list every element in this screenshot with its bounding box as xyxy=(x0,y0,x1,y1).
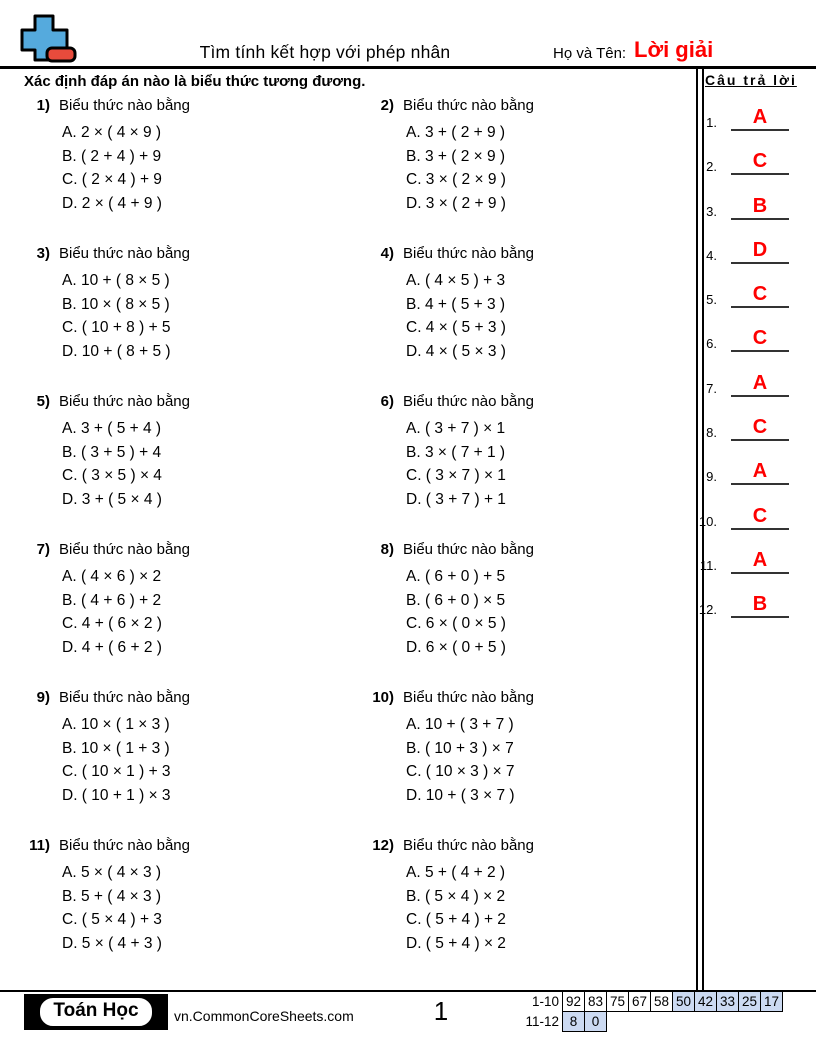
question-option: B. 4 + ( 5 + 3 ) xyxy=(406,295,506,313)
question-number: 5) xyxy=(36,393,50,410)
answer-letter: A xyxy=(752,371,768,394)
question-option: A. 3 + ( 2 + 9 ) xyxy=(406,124,506,141)
score-cell: 58 xyxy=(650,991,673,1012)
answers-header: Câu trả lời xyxy=(705,72,797,88)
question-number: 8) xyxy=(380,541,394,558)
question-option: A. ( 4 × 6 ) × 2 xyxy=(62,568,162,585)
question-prompt: Biểu thức nào bằng xyxy=(403,689,534,706)
answer-letter: A xyxy=(752,106,768,128)
question-option: C. 4 × ( 5 + 3 ) xyxy=(406,319,506,337)
question-8 xyxy=(368,541,684,689)
answer-item xyxy=(697,175,816,219)
answer-item xyxy=(697,397,816,441)
answer-number: 12. xyxy=(698,602,717,618)
question-number: 3) xyxy=(36,245,50,262)
question-option: A. 10 + ( 8 × 5 ) xyxy=(62,272,170,289)
page-title: Tìm tính kết hợp với phép nhân xyxy=(199,42,451,62)
score-cell: 25 xyxy=(738,991,761,1012)
question-option: B. ( 5 × 4 ) × 2 xyxy=(406,887,506,905)
question-option: D. 3 × ( 2 + 9 ) xyxy=(406,194,506,212)
question-number: 2) xyxy=(380,97,394,114)
answer-letter: B xyxy=(752,194,768,217)
answer-item xyxy=(697,441,816,485)
answer-item xyxy=(697,352,816,396)
instruction-text: Xác định đáp án nào là biểu thức tương đương. xyxy=(24,73,366,90)
question-prompt: Biểu thức nào bằng xyxy=(59,541,190,558)
question-prompt: Biểu thức nào bằng xyxy=(403,837,534,854)
question-prompt: Biểu thức nào bằng xyxy=(403,393,534,410)
question-option: A. 5 + ( 4 + 2 ) xyxy=(406,864,506,881)
score-row-2 xyxy=(517,1011,783,1032)
header-divider xyxy=(0,66,816,69)
question-option: B. ( 4 + 6 ) + 2 xyxy=(62,591,162,609)
question-prompt: Biểu thức nào bằng xyxy=(59,245,190,262)
question-option: D. 4 × ( 5 × 3 ) xyxy=(406,342,506,360)
question-option: C. ( 5 + 4 ) + 2 xyxy=(406,911,506,929)
answer-letter: A xyxy=(752,460,768,483)
answer-letter: B xyxy=(752,593,768,616)
question-option: B. 5 + ( 4 × 3 ) xyxy=(62,887,162,905)
answer-number: 1. xyxy=(706,115,717,130)
answer-blank xyxy=(731,196,789,220)
score-row-1 xyxy=(517,991,783,1012)
answer-number: 8. xyxy=(706,425,717,441)
answers-panel xyxy=(697,70,816,618)
question-7 xyxy=(24,541,368,689)
question-option: D. 10 + ( 8 + 5 ) xyxy=(62,342,171,360)
score-cell: 8 xyxy=(562,1011,585,1032)
answer-item xyxy=(697,220,816,264)
answer-item xyxy=(697,264,816,308)
question-option: D. 2 × ( 4 + 9 ) xyxy=(62,194,162,212)
question-number: 12) xyxy=(372,837,394,854)
answer-number: 3. xyxy=(706,203,717,219)
answer-number: 10. xyxy=(698,513,717,529)
answer-blank xyxy=(731,506,789,530)
question-option: D. ( 10 + 1 ) × 3 xyxy=(62,786,171,804)
question-9 xyxy=(24,689,368,837)
question-option: B. ( 6 + 0 ) × 5 xyxy=(406,591,506,609)
question-option: C. ( 3 × 5 ) × 4 xyxy=(62,467,162,485)
score-cell: 83 xyxy=(584,991,607,1012)
answer-blank xyxy=(731,240,789,264)
question-1 xyxy=(24,97,368,245)
question-number: 6) xyxy=(380,393,394,410)
question-prompt: Biểu thức nào bằng xyxy=(59,689,190,706)
question-option: A. 5 × ( 4 × 3 ) xyxy=(62,864,162,881)
question-option: C. ( 10 + 8 ) + 5 xyxy=(62,319,171,337)
question-option: D. 3 + ( 5 × 4 ) xyxy=(62,490,162,508)
question-option: C. ( 10 × 1 ) + 3 xyxy=(62,763,171,781)
name-value: Lời giải xyxy=(634,37,714,62)
answer-number: 7. xyxy=(706,380,717,396)
answer-item xyxy=(697,485,816,529)
question-option: C. 3 × ( 2 × 9 ) xyxy=(406,171,506,189)
question-number: 4) xyxy=(380,245,394,262)
question-option: B. ( 10 + 3 ) × 7 xyxy=(406,739,514,757)
question-prompt: Biểu thức nào bằng xyxy=(59,97,190,114)
question-option: C. ( 10 × 3 ) × 7 xyxy=(406,763,515,781)
answer-blank xyxy=(731,417,789,441)
question-11 xyxy=(24,837,368,985)
answer-number: 9. xyxy=(706,469,717,485)
answer-letter: C xyxy=(752,416,768,439)
question-number: 10) xyxy=(372,689,394,706)
question-4 xyxy=(368,245,684,393)
question-option: A. ( 6 + 0 ) + 5 xyxy=(406,568,506,585)
answer-blank xyxy=(731,328,789,352)
score-row-label: 11-12 xyxy=(525,1014,559,1029)
question-number: 9) xyxy=(36,689,50,706)
question-prompt: Biểu thức nào bằng xyxy=(403,245,534,262)
question-option: A. ( 4 × 5 ) + 3 xyxy=(406,272,506,289)
score-cell: 50 xyxy=(672,991,695,1012)
answer-item xyxy=(697,90,816,131)
question-option: B. 10 × ( 8 × 5 ) xyxy=(62,295,170,313)
question-option: A. 2 × ( 4 × 9 ) xyxy=(62,124,162,141)
answer-letter: C xyxy=(752,150,768,173)
answer-letter: A xyxy=(752,548,768,571)
answer-blank xyxy=(731,461,789,485)
question-prompt: Biểu thức nào bằng xyxy=(403,97,534,114)
question-3 xyxy=(24,245,368,393)
score-cell: 17 xyxy=(760,991,783,1012)
answer-blank xyxy=(731,594,789,618)
score-cell: 92 xyxy=(562,991,585,1012)
question-option: B. ( 3 + 5 ) + 4 xyxy=(62,443,162,461)
question-5 xyxy=(24,393,368,541)
question-prompt: Biểu thức nào bằng xyxy=(59,837,190,854)
question-option: B. 3 × ( 7 + 1 ) xyxy=(406,443,506,461)
question-option: A. ( 3 + 7 ) × 1 xyxy=(406,420,506,437)
question-option: C. 6 × ( 0 × 5 ) xyxy=(406,615,506,633)
name-label: Họ và Tên: xyxy=(553,45,627,62)
answer-number: 5. xyxy=(706,292,717,308)
page-number: 1 xyxy=(433,996,449,1026)
score-cell: 75 xyxy=(606,991,629,1012)
answer-item xyxy=(697,131,816,175)
score-table xyxy=(517,991,783,1032)
score-row-label: 1-10 xyxy=(531,994,559,1009)
answer-blank xyxy=(731,151,789,175)
answer-item xyxy=(697,530,816,574)
question-number: 11) xyxy=(29,837,50,854)
question-number: 1) xyxy=(36,97,50,114)
answer-letter: C xyxy=(752,327,768,350)
question-option: B. 10 × ( 1 + 3 ) xyxy=(62,739,170,757)
answer-item xyxy=(697,574,816,618)
question-2 xyxy=(368,97,684,245)
question-option: B. ( 2 + 4 ) + 9 xyxy=(62,147,162,165)
answer-blank xyxy=(731,284,789,308)
question-option: C. ( 5 × 4 ) + 3 xyxy=(62,911,162,929)
question-12 xyxy=(368,837,684,985)
question-option: C. ( 2 × 4 ) + 9 xyxy=(62,171,162,189)
score-cell: 42 xyxy=(694,991,717,1012)
question-option: D. ( 5 + 4 ) × 2 xyxy=(406,934,506,952)
question-option: A. 3 + ( 5 + 4 ) xyxy=(62,420,162,437)
answer-item xyxy=(697,308,816,352)
question-option: C. ( 3 × 7 ) × 1 xyxy=(406,467,506,485)
question-option: D. 6 × ( 0 + 5 ) xyxy=(406,638,506,656)
question-10 xyxy=(368,689,684,837)
question-option: B. 3 + ( 2 × 9 ) xyxy=(406,147,506,165)
website-text: vn.CommonCoreSheets.com xyxy=(174,1008,354,1024)
question-option: D. 5 × ( 4 + 3 ) xyxy=(62,934,162,952)
question-6 xyxy=(368,393,684,541)
question-number: 7) xyxy=(36,541,50,558)
answer-number: 2. xyxy=(706,159,717,175)
subject-badge xyxy=(24,994,168,1030)
question-option: D. 10 + ( 3 × 7 ) xyxy=(406,786,515,804)
question-option: D. 4 + ( 6 + 2 ) xyxy=(62,638,162,656)
answer-number: 11. xyxy=(699,557,717,573)
subject-badge-label: Toán Học xyxy=(38,996,153,1028)
score-cell: 33 xyxy=(716,991,739,1012)
questions-grid xyxy=(24,97,684,985)
question-prompt: Biểu thức nào bằng xyxy=(59,393,190,410)
answer-letter: D xyxy=(752,238,768,261)
score-cell: 67 xyxy=(628,991,651,1012)
question-option: A. 10 × ( 1 × 3 ) xyxy=(62,716,170,733)
answer-number: 6. xyxy=(706,336,717,352)
answer-number: 4. xyxy=(706,247,717,263)
answer-letter: C xyxy=(752,504,768,527)
answer-blank xyxy=(731,373,789,397)
answer-blank xyxy=(731,107,789,131)
answer-blank xyxy=(731,550,789,574)
question-option: C. 4 + ( 6 × 2 ) xyxy=(62,615,162,633)
question-option: A. 10 + ( 3 + 7 ) xyxy=(406,716,514,733)
answer-letter: C xyxy=(752,283,768,306)
score-cell: 0 xyxy=(584,1011,607,1032)
question-option: D. ( 3 + 7 ) + 1 xyxy=(406,490,506,508)
answers-list xyxy=(697,90,816,618)
question-prompt: Biểu thức nào bằng xyxy=(403,541,534,558)
